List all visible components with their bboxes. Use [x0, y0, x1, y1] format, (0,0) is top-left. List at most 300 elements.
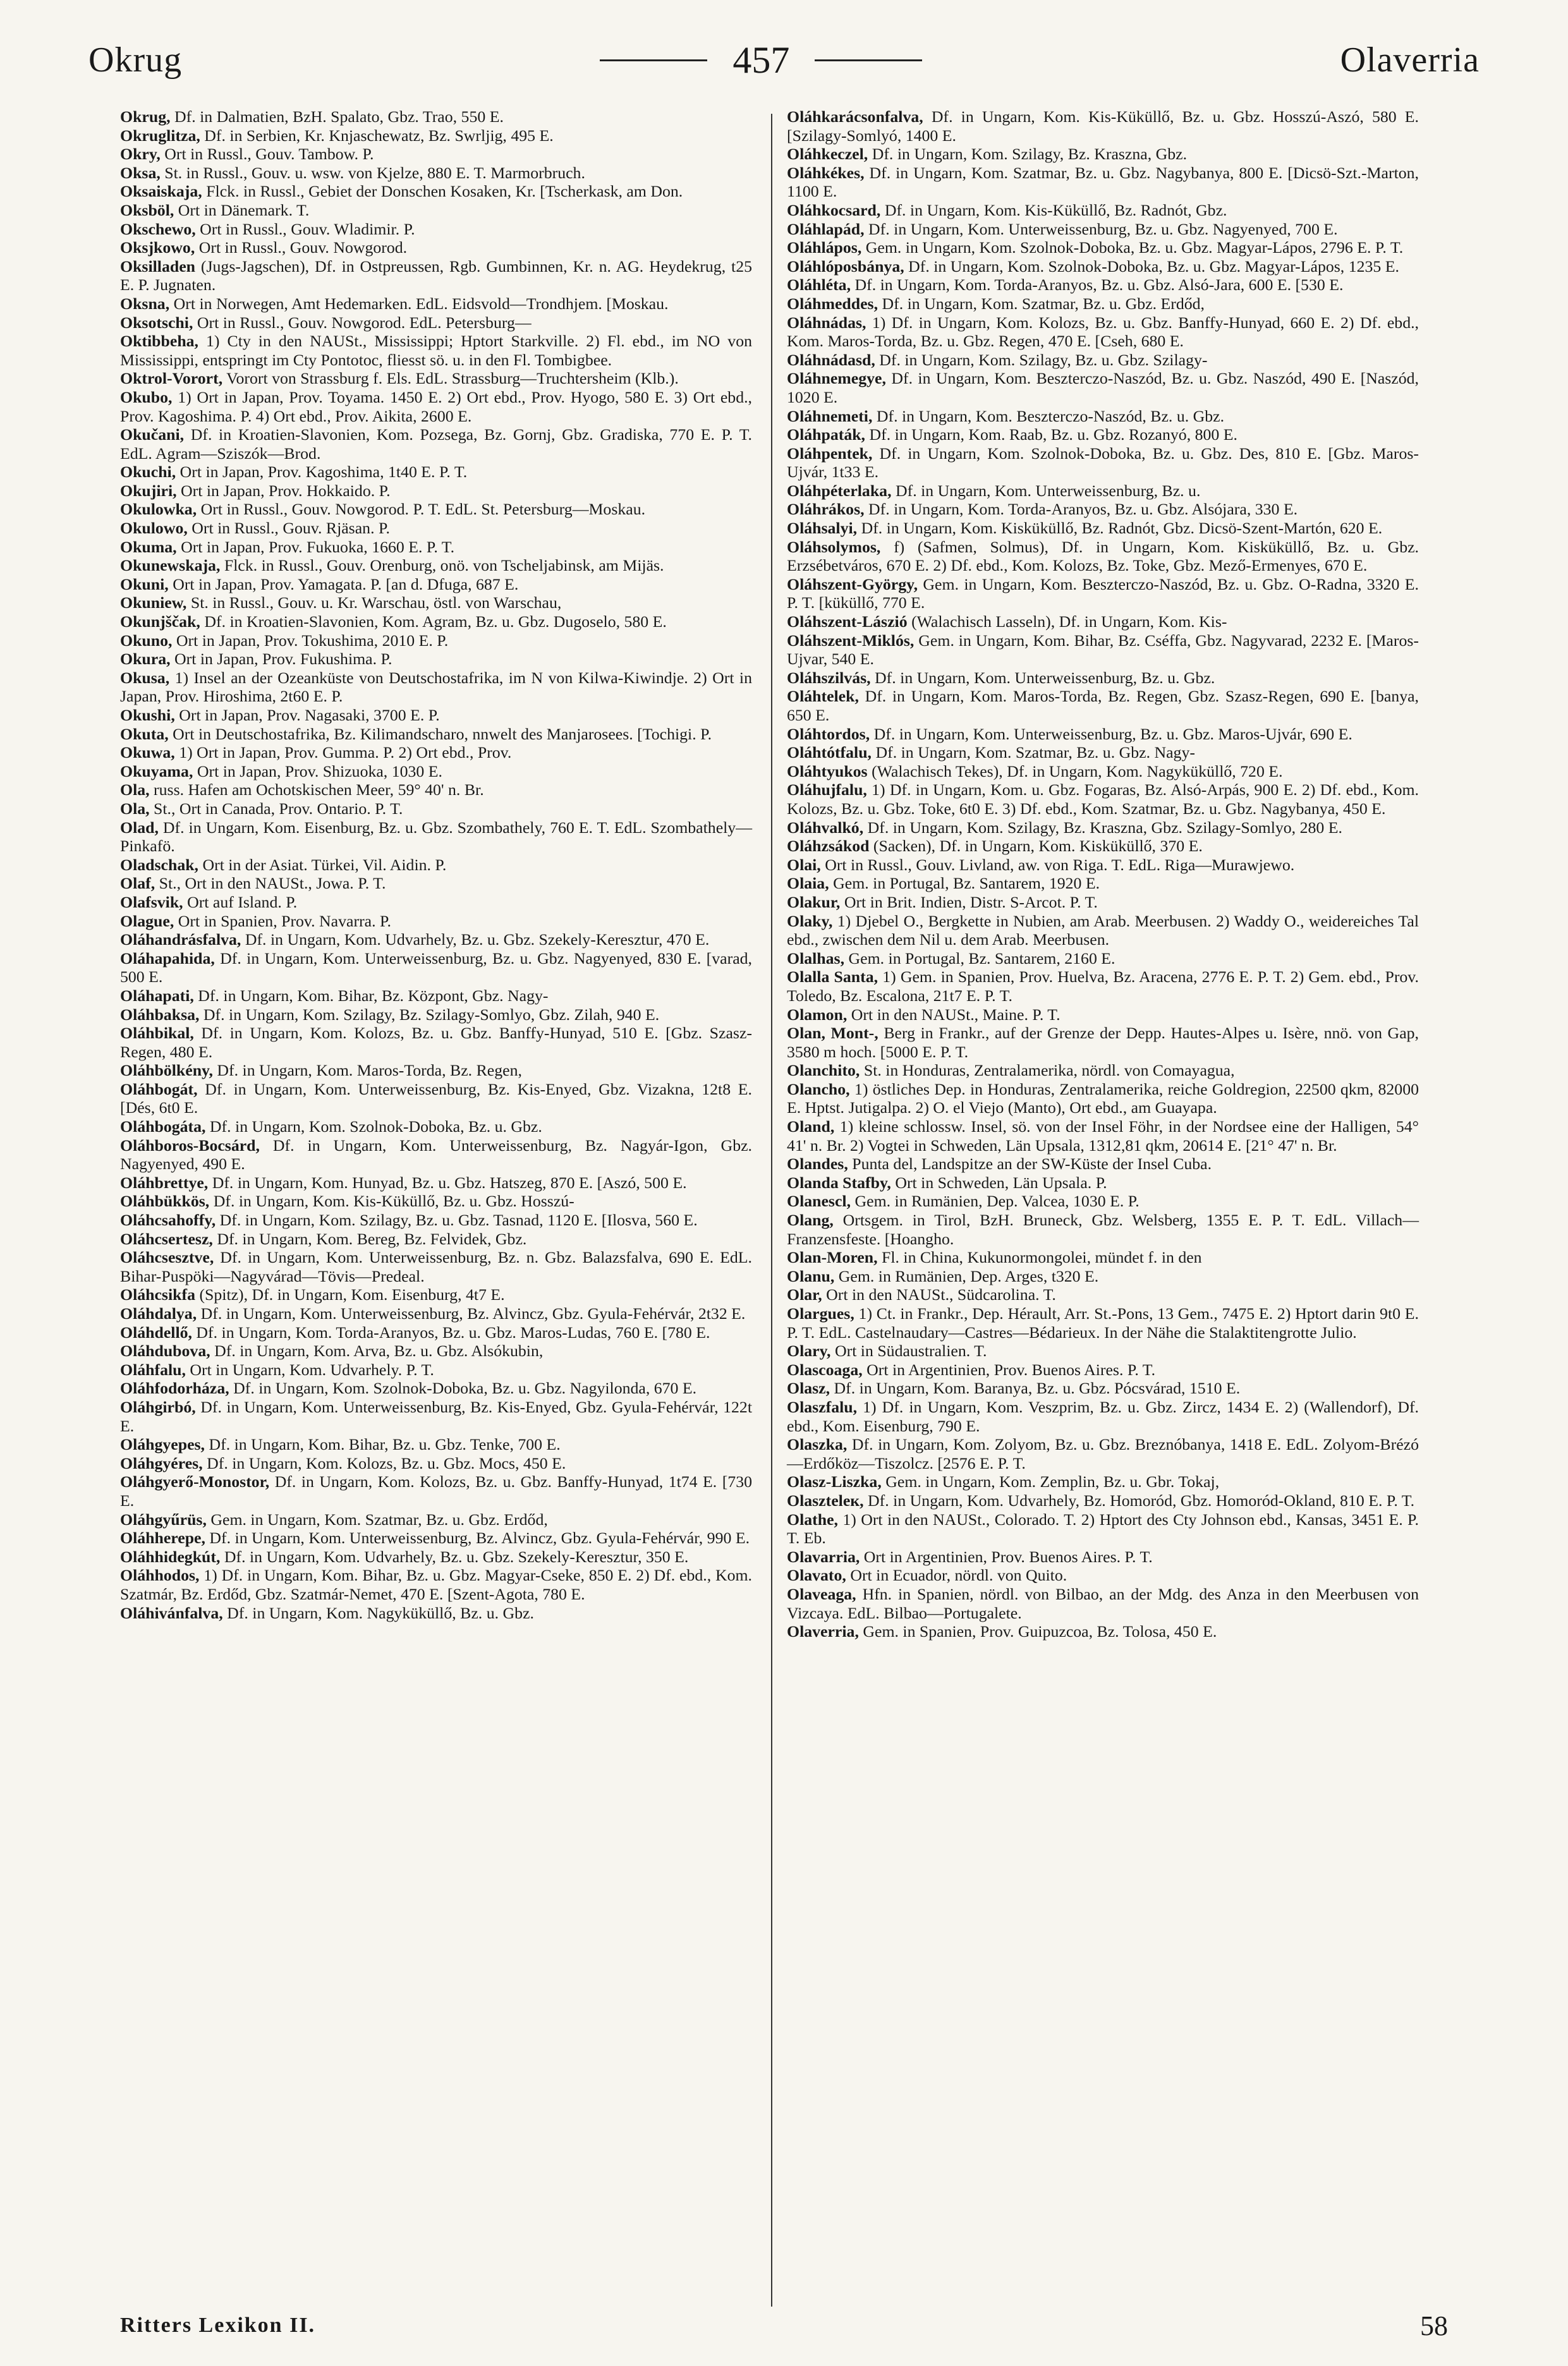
entry-headword: Okulowka,: [120, 500, 197, 519]
entry-text: Df. in Ungarn, Kom. Szolnok-Doboka, Bz. u. Gbz. Nagyilonda, 670 E.: [233, 1379, 697, 1398]
entry-headword: Olavarria,: [787, 1547, 860, 1566]
entry-text: Df. in Ungarn, Kom. Unterweissenburg, Bz. u. Gbz. Maros-Ujvár, 690 E.: [873, 724, 1352, 743]
dictionary-entry: [787, 612, 1419, 631]
dictionary-entry: [787, 351, 1419, 370]
dictionary-entry: [120, 182, 752, 201]
entry-text: Ort in Brit. Indien, Distr. S-Arcot. P. T.: [844, 892, 1098, 911]
entry-text: Ort in Japan, Prov. Shizuoka, 1030 E.: [197, 761, 442, 780]
entry-headword: Oláhgirbó,: [120, 1397, 196, 1416]
entry-text: 1) Df. in Ungarn, Kom. Veszprim, Bz. u. Gbz. Zircz, 1434 E. 2) (Wallendorf), Df. ebd., Kom. Eisenburg, 790 E.: [787, 1397, 1419, 1435]
entry-text: Df. in Ungarn, Kom. Kisküküllő, Bz. Radnót, Gbz. Dicsö-Szent-Martón, 620 E.: [861, 519, 1383, 538]
dictionary-entry: [787, 687, 1419, 724]
dictionary-entry: [120, 519, 752, 538]
entry-text: Df. in Ungarn, Kom. Unterweissenburg, Bz. Nagyár-Igon, Gbz. Nagyenyed, 490 E.: [120, 1136, 752, 1174]
entry-headword: Oláhpaták,: [787, 425, 866, 444]
dictionary-entry: [120, 1361, 752, 1380]
dictionary-entry: [787, 762, 1419, 781]
entry-text: Df. in Ungarn, Kom. Szilagy, Bz. Kraszna, Gbz. Szilagy-Somlyo, 280 E.: [867, 818, 1342, 837]
entry-headword: Olathe,: [787, 1510, 838, 1529]
entry-text: Ort in Russl., Gouv. Rjäsan. P.: [191, 519, 390, 538]
entry-text: Df. in Ungarn, Kom. Bihar, Bz. u. Gbz. Tenke, 700 E.: [209, 1435, 561, 1454]
entry-headword: Oláhhodos,: [120, 1566, 200, 1585]
dictionary-entry: [787, 1024, 1419, 1061]
entry-headword: Okruglitza,: [120, 126, 200, 145]
dictionary-entry: [120, 1548, 752, 1567]
entry-text: Gem. in Portugal, Bz. Santarem, 1920 E.: [833, 874, 1100, 893]
dictionary-entry: [787, 164, 1419, 201]
entry-headword: Olaia,: [787, 874, 829, 893]
entry-headword: Oláhlóposbánya,: [787, 257, 904, 276]
dictionary-entry: [787, 1342, 1419, 1361]
entry-headword: Oláhapahida,: [120, 949, 215, 968]
entry-headword: Okuchi,: [120, 463, 176, 482]
entry-headword: Oláhdalya,: [120, 1304, 197, 1323]
entry-headword: Oláhhidegkút,: [120, 1547, 221, 1566]
dictionary-entry: [787, 725, 1419, 744]
entry-text: Gem. in Spanien, Prov. Guipuzcoa, Bz. Tolosa, 450 E.: [863, 1622, 1217, 1641]
entry-headword: Olai,: [787, 855, 821, 874]
entry-text: Ort in Japan, Prov. Hokkaido. P.: [181, 481, 391, 500]
entry-headword: Olafsvik,: [120, 892, 183, 911]
dictionary-entry: [787, 294, 1419, 313]
entry-text: St. in Russl., Gouv. u. Kr. Warschau, östl. von Warschau,: [190, 593, 562, 612]
entry-headword: Okuta,: [120, 724, 169, 743]
dictionary-entry: [787, 1192, 1419, 1211]
entry-text: Df. in Ungarn, Kom. Unterweissenburg, Bz. n. Gbz. Balazsfalva, 690 E. EdL. Bihar-Puspöki—Nagyvárad—Tövis—Predeal.: [120, 1248, 752, 1285]
dictionary-entry: [120, 1510, 752, 1529]
dictionary-entry: [787, 500, 1419, 519]
entry-text: Ort in den NAUSt., Maine. P. T.: [851, 1005, 1061, 1024]
entry-headword: Oksotschi,: [120, 313, 193, 332]
entry-headword: Oláhbogát,: [120, 1079, 198, 1098]
entry-text: Gem. in Portugal, Bz. Santarem, 2160 E.: [848, 949, 1115, 968]
entry-text: Ort in Japan, Prov. Yamagata. P. [an d. Dfuga, 687 E.: [173, 574, 519, 593]
dictionary-entry: [120, 1080, 752, 1117]
dictionary-entry: [120, 1342, 752, 1361]
dictionary-entry: [120, 612, 752, 631]
entry-headword: Ola,: [120, 799, 150, 818]
dictionary-entry: [120, 1566, 752, 1603]
entry-text: Ort in Russl., Gouv. Wladimir. P.: [200, 219, 415, 238]
entry-text: St. in Russl., Gouv. u. wsw. von Kjelze, 880 E. T. Marmorbruch.: [164, 163, 585, 182]
entry-text: Df. in Ungarn, Kom. Szolnok-Doboka, Bz. u. Gbz. Magyar-Lápos, 1235 E.: [908, 257, 1399, 276]
dictionary-entry: [787, 107, 1419, 145]
dictionary-entry: [787, 1622, 1419, 1641]
entry-headword: Oláhboros-Bocsárd,: [120, 1136, 260, 1155]
dictionary-entry: [120, 1435, 752, 1454]
entry-text: Df. in Ungarn, Kom. Baranya, Bz. u. Gbz. Pócsvárad, 1510 E.: [834, 1379, 1241, 1398]
dictionary-entry: [787, 313, 1419, 351]
dictionary-entry: [787, 780, 1419, 818]
dictionary-entry: [787, 874, 1419, 893]
entry-text: St., Ort in Canada, Prov. Ontario. P. T.: [154, 799, 403, 818]
entry-text: Gem. in Rumänien, Dep. Valcea, 1030 E. P.: [854, 1192, 1140, 1211]
entry-headword: Olalla Santa,: [787, 968, 878, 986]
entry-headword: Olague,: [120, 911, 174, 930]
entry-text: Df. in Ungarn, Kom. Unterweissenburg, Bz. Kis-Enyed, Gbz. Gyula-Fehérvár, 122t E.: [120, 1397, 752, 1435]
entry-text: Df. in Ungarn, Kom. Unterweissenburg, Bz. Alvincz, Gbz. Gyula-Fehérvár, 990 E.: [209, 1529, 750, 1548]
entry-headword: Olaszfalu,: [787, 1397, 858, 1416]
left-column: [120, 107, 752, 1622]
entry-headword: Oláhcsikfa: [120, 1285, 195, 1304]
entry-headword: Olad,: [120, 818, 159, 837]
entry-text: Df. in Ungarn, Kom. Unterweissenburg, Bz. u.: [895, 481, 1201, 500]
entry-text: Df. in Ungarn, Kom. Beszterczo-Naszód, Bz. u. Gbz. Naszód, 490 E. [Naszód, 1020 E.: [787, 369, 1419, 406]
dictionary-entry: [120, 743, 752, 762]
entry-headword: Olaszka,: [787, 1435, 848, 1454]
entry-headword: Oláhgyerő-Monostor,: [120, 1472, 270, 1491]
entry-text: 1) Ort in Japan, Prov. Gumma. P. 2) Ort ebd., Prov.: [179, 743, 512, 762]
entry-headword: Oláhszent-Miklós,: [787, 631, 915, 650]
entry-text: Df. in Ungarn, Kom. Kis-Küküllő, Bz. u. Gbz. Hosszú-: [213, 1192, 574, 1211]
footer-note: Ritters Lexikon II.: [120, 2314, 316, 2337]
entry-headword: Oláhlapád,: [787, 219, 865, 238]
entry-headword: Olary,: [787, 1342, 831, 1361]
dictionary-entry: [120, 631, 752, 650]
entry-text: Gem. in Ungarn, Kom. Szolnok-Doboka, Bz. u. Gbz. Magyar-Lápos, 2796 E. P. T.: [865, 238, 1404, 257]
entry-text: Ort in Ecuador, nördl. von Quito.: [850, 1566, 1067, 1585]
entry-headword: Olanchito,: [787, 1061, 860, 1080]
dictionary-entry: [120, 893, 752, 912]
header-rule-right: [815, 59, 922, 61]
running-head-left: Okrug: [88, 40, 183, 80]
dictionary-entry: [787, 425, 1419, 444]
dictionary-entry: [120, 107, 752, 126]
entry-headword: Olascoaga,: [787, 1360, 863, 1379]
dictionary-entry: [120, 1472, 752, 1510]
entry-headword: Oláhbikal,: [120, 1024, 194, 1043]
entry-headword: Oláhcsesztve,: [120, 1248, 214, 1267]
dictionary-entry: [120, 538, 752, 557]
entry-headword: Olasz,: [787, 1379, 830, 1398]
entry-text: Ort in Russl., Gouv. Tambow. P.: [164, 145, 374, 164]
entry-text: Df. in Ungarn, Kom. Bereg, Bz. Felvidek, Gbz.: [217, 1229, 527, 1248]
entry-headword: Oláhnemegye,: [787, 369, 886, 388]
dictionary-entry: [120, 1604, 752, 1623]
entry-headword: Oláhkeczel,: [787, 145, 868, 164]
entry-headword: Oladschak,: [120, 855, 199, 874]
entry-text: 1) Djebel O., Bergkette in Nubien, am Arab. Meerbusen. 2) Waddy O., weidereiches Tal ebd., zwischen dem Nil u. dem Arab. Meerbusen.: [787, 911, 1419, 949]
entry-headword: Okuno,: [120, 631, 173, 650]
dictionary-entry: [787, 837, 1419, 856]
dictionary-entry: [120, 1285, 752, 1304]
entry-text: Df. in Ungarn, Kom. Kolozs, Bz. u. Gbz. Mocs, 450 E.: [207, 1453, 566, 1472]
entry-headword: Oláhsolymos,: [787, 537, 881, 556]
entry-headword: Oláhrákos,: [787, 500, 865, 519]
entry-text: Df. in Ungarn, Kom. Torda-Aranyos, Bz. u. Gbz. Maros-Ludas, 760 E. [780 E.: [196, 1323, 710, 1342]
running-head-right: Olaverria: [1340, 40, 1480, 80]
entry-headword: Oláhpentek,: [787, 444, 873, 463]
dictionary-entry: [787, 1267, 1419, 1286]
entry-text: 1) Df. in Ungarn, Kom. Bihar, Bz. u. Gbz. Magyar-Cseke, 850 E. 2) Df. ebd., Kom. Szatmár, Bz. Erdőd, Gbz. Szatmár-Nemet, 470 E. [Szent-Agota, 780 E.: [120, 1566, 752, 1603]
dictionary-entry: [120, 1136, 752, 1174]
entry-headword: Oláhgyepes,: [120, 1435, 205, 1454]
dictionary-entry: [787, 949, 1419, 968]
entry-headword: Okschewo,: [120, 219, 196, 238]
dictionary-entry: [787, 743, 1419, 762]
entry-text: 1) östliches Dep. in Honduras, Zentralamerika, reiche Goldregion, 22500 qkm, 82000 E. Hptst. Jutigalpa. 2) O. el Viejo (Manto), Ort ebd., am Guayapa.: [787, 1079, 1419, 1117]
entry-headword: Ola,: [120, 780, 150, 799]
entry-headword: Oláhkocsard,: [787, 200, 881, 219]
entry-text: Ort in Japan, Prov. Fukuoka, 1660 E. P. T.: [181, 537, 455, 556]
entry-text: (Spitz), Df. in Ungarn, Kom. Eisenburg, 4t7 E.: [199, 1285, 505, 1304]
entry-text: Ort in Norwegen, Amt Hedemarken. EdL. Eidsvold—Trondhjem. [Moskau.: [173, 294, 669, 313]
dictionary-entry: [787, 968, 1419, 1005]
entry-headword: Oksilladen: [120, 257, 195, 276]
entry-text: Df. in Ungarn, Kom. Kolozs, Bz. u. Gbz. Banffy-Hunyad, 1t74 E. [730 E.: [120, 1472, 752, 1510]
entry-headword: Oláhtótfalu,: [787, 743, 872, 762]
entry-text: Punta del, Landspitze an der SW-Küste der Insel Cuba.: [852, 1155, 1212, 1174]
entry-headword: Olan-Moren,: [787, 1248, 878, 1267]
entry-headword: Oláhtordos,: [787, 724, 870, 743]
entry-text: 1) Df. in Ungarn, Kom. u. Gbz. Fogaras, Bz. Alsó-Arpás, 900 E. 2) Df. ebd., Kom. Kolozs, Bz. u. Gbz. Toke, 6t0 E. 3) Df. ebd., Kom. Szatmar, Bz. u. Gbz. Nagybanya, 450 E.: [787, 780, 1419, 818]
entry-text: Df. in Ungarn, Kom. Szatmar, Bz. u. Gbz. Nagybanya, 800 E. [Dicsö-Szt.-Marton, 1100 E.: [787, 163, 1419, 201]
entry-text: Ortsgem. in Tirol, BzH. Bruneck, Gbz. Welsberg, 1355 E. P. T. EdL. Villach—Franzensfeste. [Hoangho.: [787, 1211, 1419, 1248]
entry-headword: Oláhbölkény,: [120, 1061, 213, 1080]
dictionary-entry: [120, 575, 752, 594]
page-number: 457: [732, 39, 790, 81]
entry-text: Ort auf Island. P.: [187, 892, 298, 911]
entry-text: Ort in Japan, Prov. Kagoshima, 1t40 E. P. T.: [179, 463, 468, 482]
entry-text: Ort in der Asiat. Türkei, Vil. Aidin. P.: [202, 855, 447, 874]
dictionary-entry: [787, 407, 1419, 426]
sheet-number: 58: [1420, 2310, 1448, 2341]
entry-headword: Oláhbogáta,: [120, 1117, 206, 1136]
entry-text: (Walachisch Lasseln), Df. in Ungarn, Kom. Kis-: [911, 612, 1227, 631]
entry-text: Ort in Argentinien, Prov. Buenos Aires. P. T.: [866, 1360, 1156, 1379]
entry-headword: Oláhtelek,: [787, 687, 859, 706]
dictionary-entry: [120, 425, 752, 463]
entry-text: Gem. in Ungarn, Kom. Zemplin, Bz. u. Gbr. Tokaj,: [885, 1472, 1220, 1491]
dictionary-entry: [120, 313, 752, 332]
entry-headword: Oksa,: [120, 163, 161, 182]
dictionary-entry: [120, 912, 752, 931]
entry-text: Ort in Russl., Gouv. Nowgorod. P. T. EdL. St. Petersburg—Moskau.: [200, 500, 646, 519]
entry-headword: Oláhgyűrüs,: [120, 1510, 207, 1529]
entry-text: Df. in Ungarn, Kom. Arva, Bz. u. Gbz. Alsókubin,: [214, 1342, 544, 1361]
dictionary-entry: [120, 482, 752, 500]
entry-text: Gem. in Rumänien, Dep. Arges, t320 E.: [838, 1266, 1099, 1285]
entry-headword: Olaveaga,: [787, 1584, 856, 1603]
dictionary-entry: [787, 1174, 1419, 1192]
entry-text: Df. in Ungarn, Kom. Szolnok-Doboka, Bz. u. Gbz.: [209, 1117, 542, 1136]
entry-text: Ort in Dänemark. T.: [178, 200, 310, 219]
dictionary-entry: [120, 818, 752, 856]
dictionary-entry: [787, 1005, 1419, 1024]
dictionary-entry: [787, 369, 1419, 406]
entry-headword: Olavato,: [787, 1566, 846, 1585]
entry-text: Ort in Russl., Gouv. Livland, aw. von Riga. T. EdL. Riga—Murawjewo.: [825, 855, 1295, 874]
entry-headword: Okučani,: [120, 425, 185, 444]
dictionary-entry: [787, 444, 1419, 482]
entry-headword: Olalhas,: [787, 949, 845, 968]
dictionary-entry: [787, 1117, 1419, 1155]
entry-text: (Walachisch Tekes), Df. in Ungarn, Kom. Nagyküküllő, 720 E.: [872, 761, 1283, 780]
entry-headword: Oláhdubova,: [120, 1342, 210, 1361]
dictionary-entry: [787, 575, 1419, 612]
dictionary-entry: [120, 164, 752, 183]
entry-text: russ. Hafen am Ochotskischen Meer, 59° 40' n. Br.: [154, 780, 484, 799]
entry-headword: Olaszteleк,: [787, 1491, 864, 1510]
entry-text: (Sacken), Df. in Ungarn, Kom. Kisküküllő, 370 E.: [873, 837, 1203, 856]
dictionary-entry: [120, 257, 752, 294]
entry-text: Df. in Ungarn, Kom. Unterweissenburg, Bz. u. Gbz. Nagyenyed, 700 E.: [868, 219, 1338, 238]
dictionary-entry: [120, 949, 752, 986]
entry-text: Df. in Ungarn, Kom. Eisenburg, Bz. u. Gbz. Szombathely, 760 E. T. EdL. Szombathely—Pinkafö.: [120, 818, 753, 856]
entry-text: Ort in Russl., Gouv. Nowgorod. EdL. Petersburg—: [197, 313, 532, 332]
entry-text: 1) Ort in den NAUSt., Colorado. T. 2) Hptort des Cty Johnson ebd., Kansas, 3451 E. P. T. Eb.: [787, 1510, 1419, 1548]
entry-headword: Oksaiskaja,: [120, 182, 202, 201]
dictionary-entry: [787, 145, 1419, 164]
entry-text: Df. in Ungarn, Kom. Maros-Torda, Bz. Regen,: [217, 1061, 522, 1080]
dictionary-entry: [787, 220, 1419, 239]
entry-headword: Olan, Mont-,: [787, 1024, 878, 1043]
dictionary-entry: [120, 874, 752, 893]
dictionary-entry: [120, 238, 752, 257]
entry-headword: Oksna,: [120, 294, 170, 313]
entry-headword: Oláhcsertesz,: [120, 1229, 213, 1248]
entry-headword: Oksjkowo,: [120, 238, 195, 257]
entry-text: Df. in Ungarn, Kom. Zolyom, Bz. u. Gbz. Breznóbanya, 1418 E. EdL. Zolyom-Brézó—Erdőköz—Tiszolcz. [2576 E. P. T.: [787, 1435, 1419, 1472]
entry-headword: Olargues,: [787, 1304, 854, 1323]
entry-text: Df. in Ungarn, Kom. Maros-Torda, Bz. Regen, Gbz. Szasz-Regen, 690 E. [banya, 650 E.: [787, 687, 1419, 724]
dictionary-entry: [120, 1304, 752, 1323]
dictionary-entry: [120, 201, 752, 220]
entry-text: St. in Honduras, Zentralamerika, nördl. von Comayagua,: [863, 1061, 1235, 1080]
entry-headword: Okrug,: [120, 107, 171, 126]
dictionary-entry: [120, 1211, 752, 1230]
entry-text: Df. in Ungarn, Kom. Hunyad, Bz. u. Gbz. Hatszeg, 870 E. [Aszó, 500 E.: [212, 1173, 687, 1192]
entry-text: Gem. in Ungarn, Kom. Beszterczo-Naszód, Bz. u. Gbz. O-Radna, 3320 E. P. T. [küküllő, 770 E.: [787, 574, 1419, 612]
entry-text: Flck. in Russl., Gebiet der Donschen Kosaken, Kr. [Tscherkask, am Don.: [206, 182, 683, 201]
dictionary-entry: [120, 593, 752, 612]
dictionary-entry: [787, 912, 1419, 949]
entry-headword: Oláhnádasd,: [787, 350, 875, 369]
dictionary-entry: [787, 1379, 1419, 1398]
entry-headword: Okujiri,: [120, 481, 177, 500]
entry-headword: Oláhvalkó,: [787, 818, 864, 837]
dictionary-entry: [787, 482, 1419, 500]
dictionary-entry: [120, 780, 752, 799]
entry-headword: Okulowo,: [120, 519, 188, 538]
entry-headword: Oláhbrettye,: [120, 1173, 209, 1192]
entry-text: Ort in Japan, Prov. Tokushima, 2010 E. P.: [176, 631, 449, 650]
dictionary-entry: [787, 1248, 1419, 1267]
entry-text: Df. in Ungarn, Kom. Raab, Bz. u. Gbz. Rozanyó, 800 E.: [869, 425, 1237, 444]
entry-headword: Oksböl,: [120, 200, 174, 219]
dictionary-entry: [787, 538, 1419, 575]
entry-text: Df. in Kroatien-Slavonien, Kom. Agram, Bz. u. Gbz. Dugoselo, 580 E.: [204, 612, 667, 631]
dictionary-entry: [120, 1379, 752, 1398]
entry-text: Ort in Spanien, Prov. Navarra. P.: [178, 911, 391, 930]
dictionary-entry: [787, 1510, 1419, 1548]
entry-text: Df. in Ungarn, Kom. Unterweissenburg, Bz. u. Gbz. Nagyenyed, 830 E. [varad, 500 E.: [120, 949, 752, 986]
entry-text: Df. in Ungarn, Kom. Szilagy, Bz. u. Gbz. Tasnad, 1120 E. [Ilosva, 560 E.: [219, 1211, 698, 1230]
entry-headword: Oláhszent-György,: [787, 574, 918, 593]
entry-headword: Olasz-Liszka,: [787, 1472, 882, 1491]
dictionary-entry: [120, 1323, 752, 1342]
entry-headword: Okuniew,: [120, 593, 187, 612]
entry-text: Df. in Dalmatien, BzH. Spalato, Gbz. Trao, 550 E.: [174, 107, 504, 126]
entry-headword: Olanescl,: [787, 1192, 851, 1211]
entry-headword: Oláhsalyi,: [787, 519, 858, 538]
entry-text: Df. in Ungarn, Kom. Szolnok-Doboka, Bz. u. Gbz. Des, 810 E. [Gbz. Maros-Ujvár, 1t33 E.: [787, 444, 1419, 482]
entry-text: Ort in Japan, Prov. Nagasaki, 3700 E. P.: [179, 706, 440, 724]
entry-text: Df. in Ungarn, Kom. Udvarhely, Bz. u. Gbz. Szekely-Keresztur, 470 E.: [245, 930, 710, 949]
dictionary-entry: [787, 1061, 1419, 1080]
entry-text: 1) kleine schlossw. Insel, sö. von der Insel Föhr, in der Nordsee eine der Halligen, 54° 41' n. Br. 2) Vogtei in Schweden, Län Upsala, 1312,81 qkm, 20614 E. [21° 47' n. Br.: [787, 1117, 1419, 1155]
dictionary-entry: [787, 1491, 1419, 1510]
entry-headword: Okuyama,: [120, 761, 193, 780]
dictionary-entry: [787, 1398, 1419, 1435]
entry-headword: Oláhapati,: [120, 986, 194, 1005]
dictionary-entry: [787, 631, 1419, 669]
entry-headword: Oláhujfalu,: [787, 780, 867, 799]
entry-headword: Okusa,: [120, 668, 170, 687]
dictionary-entry: [787, 1566, 1419, 1585]
entry-headword: Okunjščak,: [120, 612, 200, 631]
entry-text: Df. in Ungarn, Kom. Szilagy, Bz. u. Gbz. Szilagy-: [879, 350, 1208, 369]
dictionary-entry: [787, 818, 1419, 837]
entry-text: Ort in den NAUSt., Südcarolina. T.: [826, 1285, 1056, 1304]
entry-headword: Oláhnemeti,: [787, 406, 873, 425]
entry-headword: Olar,: [787, 1285, 822, 1304]
entry-text: St., Ort in den NAUSt., Jowa. P. T.: [159, 874, 386, 893]
entry-headword: Oláhandrásfalva,: [120, 930, 241, 949]
dictionary-entry: [120, 388, 752, 425]
dictionary-entry: [787, 669, 1419, 688]
entry-text: 1) Gem. in Spanien, Prov. Huelva, Bz. Aracena, 2776 E. P. T. 2) Gem. ebd., Prov. Toledo, Bz. Escalona, 21t7 E. P. T.: [787, 968, 1419, 1005]
entry-text: 1) Df. in Ungarn, Kom. Kolozs, Bz. u. Gbz. Banffy-Hunyad, 660 E. 2) Df. ebd., Kom. Maros-Torda, Bz. u. Gbz. Regen, 470 E. [Cseh, 680 E.: [787, 313, 1419, 351]
dictionary-entry: [787, 1548, 1419, 1567]
dictionary-entry: [787, 1155, 1419, 1174]
entry-headword: Oláhfalu,: [120, 1360, 186, 1379]
dictionary-entry: [120, 1174, 752, 1192]
entry-headword: Oláhlápos,: [787, 238, 862, 257]
dictionary-entry: [120, 1192, 752, 1211]
entry-headword: Oláhcsahoffy,: [120, 1211, 216, 1230]
dictionary-entry: [120, 1117, 752, 1136]
entry-headword: Oláhgyéres,: [120, 1453, 203, 1472]
dictionary-entry: [787, 1304, 1419, 1342]
entry-text: Hfn. in Spanien, nördl. von Bilbao, an der Mdg. des Anza in den Meerbusen von Vizcaya. EdL. Bilbao—Portugalete.: [787, 1584, 1419, 1622]
dictionary-entry: [787, 276, 1419, 294]
entry-headword: Okushi,: [120, 706, 175, 724]
entry-text: Df. in Ungarn, Kom. Szilagy, Bz. Szilagy-Somlyo, Gbz. Zilah, 940 E.: [203, 1005, 660, 1024]
entry-headword: Oktibbeha,: [120, 332, 199, 351]
dictionary-entry: [120, 145, 752, 164]
entry-headword: Oktrol-Vorort,: [120, 369, 223, 388]
entry-headword: Okuni,: [120, 574, 169, 593]
entry-text: (Jugs-Jagschen), Df. in Ostpreussen, Rgb. Gumbinnen, Kr. n. AG. Heydekrug, t25 E. P. Jugnaten.: [120, 257, 753, 294]
dictionary-entry: [787, 1080, 1419, 1117]
dictionary-entry: [120, 856, 752, 875]
entry-headword: Oláhbaksa,: [120, 1005, 200, 1024]
entry-text: Df. in Ungarn, Kom. Kis-Küküllő, Bz. Radnót, Gbz.: [884, 200, 1227, 219]
entry-headword: Okuwa,: [120, 743, 175, 762]
entry-headword: Olanda Stafby,: [787, 1173, 891, 1192]
dictionary-entry: [120, 220, 752, 239]
entry-headword: Olaverria,: [787, 1622, 859, 1641]
entry-text: Df. in Ungarn, Kom. Torda-Aranyos, Bz. u. Gbz. Alsó-Jara, 600 E. [530 E.: [854, 276, 1344, 294]
entry-text: 1) Ort in Japan, Prov. Toyama. 1450 E. 2) Ort ebd., Prov. Hyogo, 580 E. 3) Ort ebd., Prov. Kagoshima. P. 4) Ort ebd., Prov. Aikita, 2600 E.: [120, 387, 753, 425]
dictionary-entry: [120, 126, 752, 145]
dictionary-entry: [120, 650, 752, 669]
entry-text: Berg in Frankr., auf der Grenze der Depp. Hautes-Alpes u. Isère, nnö. von Gap, 3580 m hoch. [5000 E. P. T.: [787, 1024, 1419, 1061]
entry-text: Gem. in Ungarn, Kom. Szatmar, Bz. u. Gbz. Erdőd,: [210, 1510, 548, 1529]
entry-text: Df. in Ungarn, Kom. Bihar, Bz. Központ, Gbz. Nagy-: [198, 986, 549, 1005]
dictionary-entry: [787, 519, 1419, 538]
